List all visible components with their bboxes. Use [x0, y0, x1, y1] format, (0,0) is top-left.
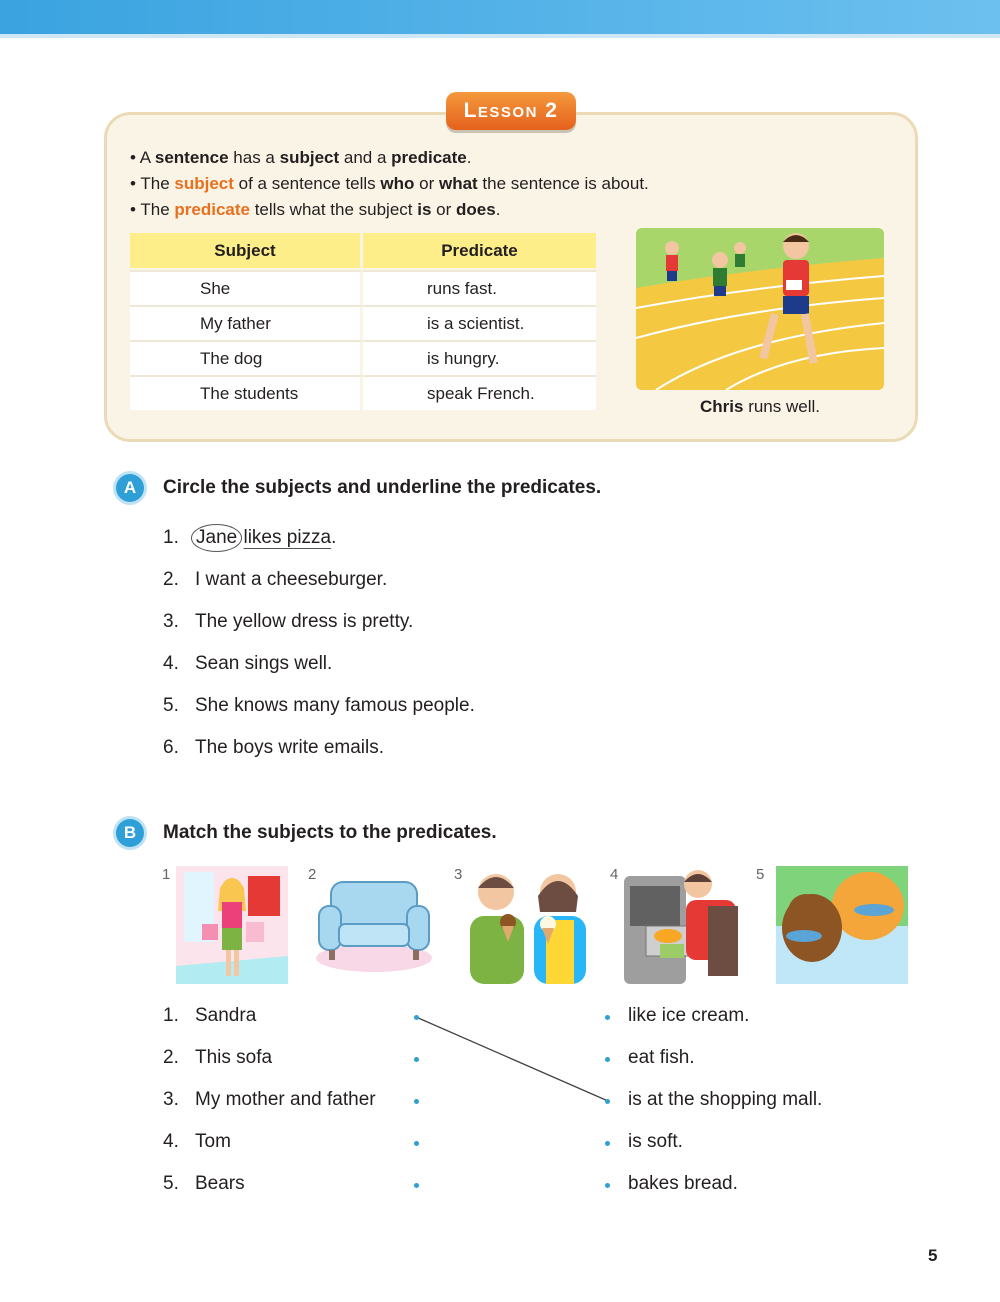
table-header-subject: Subject — [130, 233, 363, 270]
bold-term: does — [456, 200, 496, 219]
item-number: 2. — [163, 569, 179, 590]
item-number: 1. — [163, 527, 179, 548]
bold-term: subject — [279, 148, 340, 167]
predicate-item[interactable]: eat fish. — [628, 1047, 695, 1068]
subject-item[interactable] — [163, 1131, 231, 1153]
picture-number: 4 — [610, 866, 619, 883]
lesson-badge: Lesson 2 — [446, 92, 576, 130]
rule-text: or — [414, 174, 439, 193]
subject-text: Tom — [195, 1131, 231, 1152]
rule-text: and a — [339, 148, 392, 167]
subject-match-dot[interactable] — [414, 1099, 419, 1104]
item-number: 1. — [163, 1005, 179, 1026]
subject-item[interactable] — [163, 1047, 272, 1069]
table-cell-predicate: runs fast. — [363, 270, 596, 305]
rule-text: or — [431, 200, 456, 219]
rule-text: • A — [130, 148, 155, 167]
caption-predicate: runs well. — [743, 397, 820, 416]
item-number: 3. — [163, 611, 179, 632]
item-number: 3. — [163, 1089, 179, 1110]
subject-match-dot[interactable] — [414, 1183, 419, 1188]
table-header-predicate: Predicate — [363, 233, 596, 270]
rule-text: has a — [228, 148, 280, 167]
subject-item[interactable] — [163, 1089, 376, 1111]
subject-match-dot[interactable] — [414, 1015, 419, 1020]
predicate-item[interactable]: is at the shopping mall. — [628, 1089, 823, 1110]
rule-text: • The — [130, 200, 175, 219]
item-sentence: I want a cheeseburger. — [195, 569, 388, 590]
predicate-match-dot[interactable] — [605, 1099, 610, 1104]
bold-term: sentence — [154, 148, 229, 167]
predicate-match-dot[interactable] — [605, 1057, 610, 1062]
item-sentence: The boys write emails. — [195, 737, 385, 758]
subject-text: This sofa — [195, 1047, 273, 1068]
bold-term: what — [438, 174, 478, 193]
subject-match-dot[interactable] — [414, 1057, 419, 1062]
predicate-item[interactable]: bakes bread. — [628, 1173, 738, 1194]
sentence-end: . — [331, 527, 337, 548]
rule-text: . — [495, 200, 501, 219]
item-number: 6. — [163, 737, 179, 758]
predicate-match-dot[interactable] — [605, 1141, 610, 1146]
subject-text: My mother and father — [195, 1089, 376, 1110]
section-a-title: Circle the subjects and underline the predicates. — [163, 477, 602, 498]
rule-text: . — [466, 148, 472, 167]
section-b-title: Match the subjects to the predicates. — [163, 822, 497, 843]
section-b-icon: B — [116, 819, 144, 847]
table-cell-subject: My father — [130, 305, 363, 340]
table-cell-predicate: is hungry. — [363, 340, 596, 375]
table-cell-subject: The dog — [130, 340, 363, 375]
bold-term: is — [417, 200, 432, 219]
rule-text: tells what the subject — [249, 200, 418, 219]
picture-number: 2 — [308, 866, 317, 883]
predicate-match-dot[interactable] — [605, 1015, 610, 1020]
rule-text: the sentence is about. — [477, 174, 649, 193]
subject-text: Bears — [195, 1173, 245, 1194]
picture-number: 5 — [756, 866, 765, 883]
item-sentence: She knows many famous people. — [195, 695, 475, 716]
item-sentence: Sean sings well. — [195, 653, 333, 674]
subject-item[interactable] — [163, 1173, 245, 1195]
picture-number: 1 — [162, 866, 171, 883]
item-number: 4. — [163, 1131, 179, 1152]
table-cell-subject: She — [130, 270, 363, 305]
table-cell-predicate: is a scientist. — [363, 305, 596, 340]
item-number: 5. — [163, 1173, 179, 1194]
caption-subject: Chris — [700, 397, 744, 416]
bold-term: who — [380, 174, 415, 193]
item-number: 4. — [163, 653, 179, 674]
subject-item[interactable] — [163, 1005, 256, 1027]
picture-number: 3 — [454, 866, 463, 883]
section-a-icon: A — [116, 474, 144, 502]
item-sentence: The yellow dress is pretty. — [195, 611, 414, 632]
item-number: 5. — [163, 695, 179, 716]
item-number: 2. — [163, 1047, 179, 1068]
bold-term: predicate — [391, 148, 467, 167]
subject-text: Sandra — [195, 1005, 257, 1026]
rule-text: • The — [130, 174, 175, 193]
highlighted-term: predicate — [174, 200, 250, 219]
predicate-match-dot[interactable] — [605, 1183, 610, 1188]
page-number: 5 — [928, 1246, 938, 1265]
predicate-item[interactable]: is soft. — [628, 1131, 683, 1152]
rule-text: of a sentence tells — [233, 174, 381, 193]
table-cell-predicate: speak French. — [363, 375, 596, 410]
highlighted-term: subject — [174, 174, 234, 193]
predicate-item[interactable]: like ice cream. — [628, 1005, 750, 1026]
table-cell-subject: The students — [130, 375, 363, 410]
underlined-predicate: likes pizza — [243, 527, 332, 548]
circled-subject: Jane — [191, 524, 242, 552]
subject-match-dot[interactable] — [414, 1141, 419, 1146]
